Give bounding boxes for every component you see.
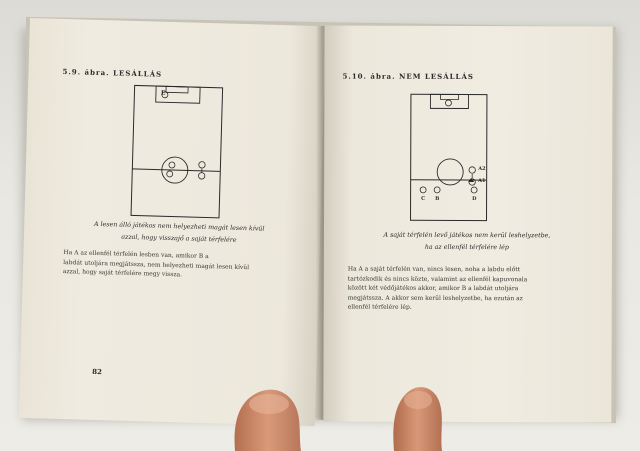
left-page-heading: 5.9. ábra. LESÁLLÁS xyxy=(62,66,163,79)
right-diagram-d-label: D xyxy=(472,196,477,203)
left-page xyxy=(19,18,326,426)
left-caption-line2: azzal, hogy visszajő a saját térfelére xyxy=(121,233,237,244)
right-diagram-c-label: C xyxy=(421,195,426,202)
right-page xyxy=(323,25,612,422)
right-paragraph-line: megjátssza. A akkor sem kerül leshelyzetbe, ha ezután az xyxy=(347,294,523,302)
left-thumb xyxy=(225,386,315,451)
right-diagram-a2-label: A2 xyxy=(478,166,486,173)
right-paragraph-line: Ha A a saját térfelén van, nincs lesen, noha a labdu előtt xyxy=(347,265,521,274)
left-page-number: 82 xyxy=(92,366,103,377)
left-field-diagram xyxy=(130,85,230,226)
right-page-heading: 5.10. ábra. NEM LESÁLLÁS xyxy=(342,71,474,82)
right-paragraph-line: között két védőjátékos akkor, amikor B a labdát utoljára xyxy=(347,284,519,293)
left-paragraph-line: labdát utoljára megjátssza, nem helyezheti magát lesen kívül xyxy=(63,258,250,271)
right-thumb xyxy=(388,384,448,451)
left-diagram-keeper-label: E xyxy=(160,89,166,97)
left-paragraph xyxy=(63,248,292,283)
right-field-diagram xyxy=(410,94,494,224)
right-caption-line1: A saját térfelén levő játékos nem kerül leshelyzetbe, xyxy=(383,231,551,240)
right-caption-line2: ha az ellenfél térfelére lép xyxy=(424,243,509,252)
right-paragraph-line: tartózkodik és nincs közte, valamint az ellenfél kapuvonala xyxy=(347,275,528,283)
right-diagram-b-label: B xyxy=(435,195,440,202)
left-paragraph-line: azzal, hogy saját térfelére megy vissza. xyxy=(62,268,183,279)
right-paragraph-line: ellenfél térfelére lép. xyxy=(347,303,412,311)
left-paragraph-line: Ha A az ellenfél térfelén lesben van, amikor B a xyxy=(63,249,209,261)
right-paragraph xyxy=(348,265,586,313)
right-diagram-a1-label: A1 xyxy=(478,178,486,185)
left-caption-line1: A lesen álló játékos nem helyezheti magát lesen kívül xyxy=(93,220,265,233)
